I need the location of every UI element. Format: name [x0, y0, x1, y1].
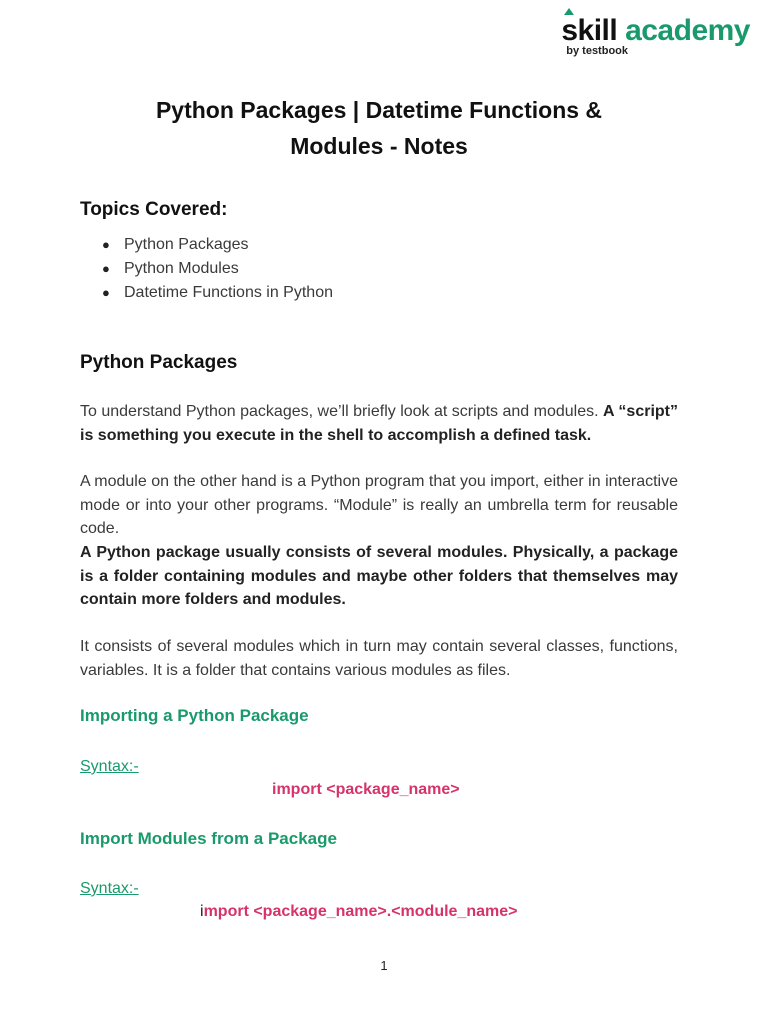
list-item: ● Datetime Functions in Python [100, 281, 333, 305]
paragraph-package-definition [80, 541, 678, 612]
paragraph-package-contents: It consists of several modules which in turn may contain several classes, functions, variables. It is a folder that contains various modules as files. [80, 638, 678, 679]
logo-academy-text: academy [625, 14, 750, 47]
bold-text: A “script” is something you execute in the shell to accomplish a defined task. [80, 403, 678, 444]
topics-list [100, 233, 333, 305]
code-import-module: import <package_name>.<module_name> [200, 903, 518, 920]
title-line-1: Python Packages | Datetime Functions & [155, 97, 603, 123]
logo-arrow-icon [564, 8, 574, 15]
subheading-importing-package: Importing a Python Package [80, 706, 309, 725]
list-item: ● Python Modules [100, 257, 333, 281]
logo-byline: by testbook [566, 45, 628, 57]
syntax-label: Syntax:- [80, 758, 139, 775]
document-title [80, 92, 678, 164]
bullet-icon: ● [102, 285, 110, 300]
logo-skill-text: skill [561, 14, 618, 47]
bold-text: A Python package usually consists of several modules. Physically, a package is a folder containing modules and maybe other folders that themselves may contain more folders and modules. [80, 544, 678, 608]
page-number: 1 [380, 958, 388, 973]
paragraph-module: A module on the other hand is a Python program that you import, either in interactive mode or into your other programs. “Module” is really an umbrella term for reusable code. [80, 473, 678, 537]
logo-wordmark [561, 14, 750, 48]
code-import-package: import <package_name> [272, 781, 460, 798]
title-line-2: Modules - Notes [290, 133, 468, 159]
bullet-icon: ● [102, 261, 110, 276]
paragraph-scripts: To understand Python packages, we’ll briefly look at scripts and modules. A “script” is something you execute in the shell to accomplish a defined task. [80, 403, 678, 444]
topics-heading: Topics Covered: [80, 199, 228, 220]
syntax-label: Syntax:- [80, 880, 139, 897]
subheading-import-modules: Import Modules from a Package [80, 829, 337, 848]
bullet-icon: ● [102, 237, 110, 252]
section-heading-python-packages: Python Packages [80, 352, 238, 373]
skill-academy-logo [550, 14, 750, 58]
list-item: ● Python Packages [100, 233, 333, 257]
